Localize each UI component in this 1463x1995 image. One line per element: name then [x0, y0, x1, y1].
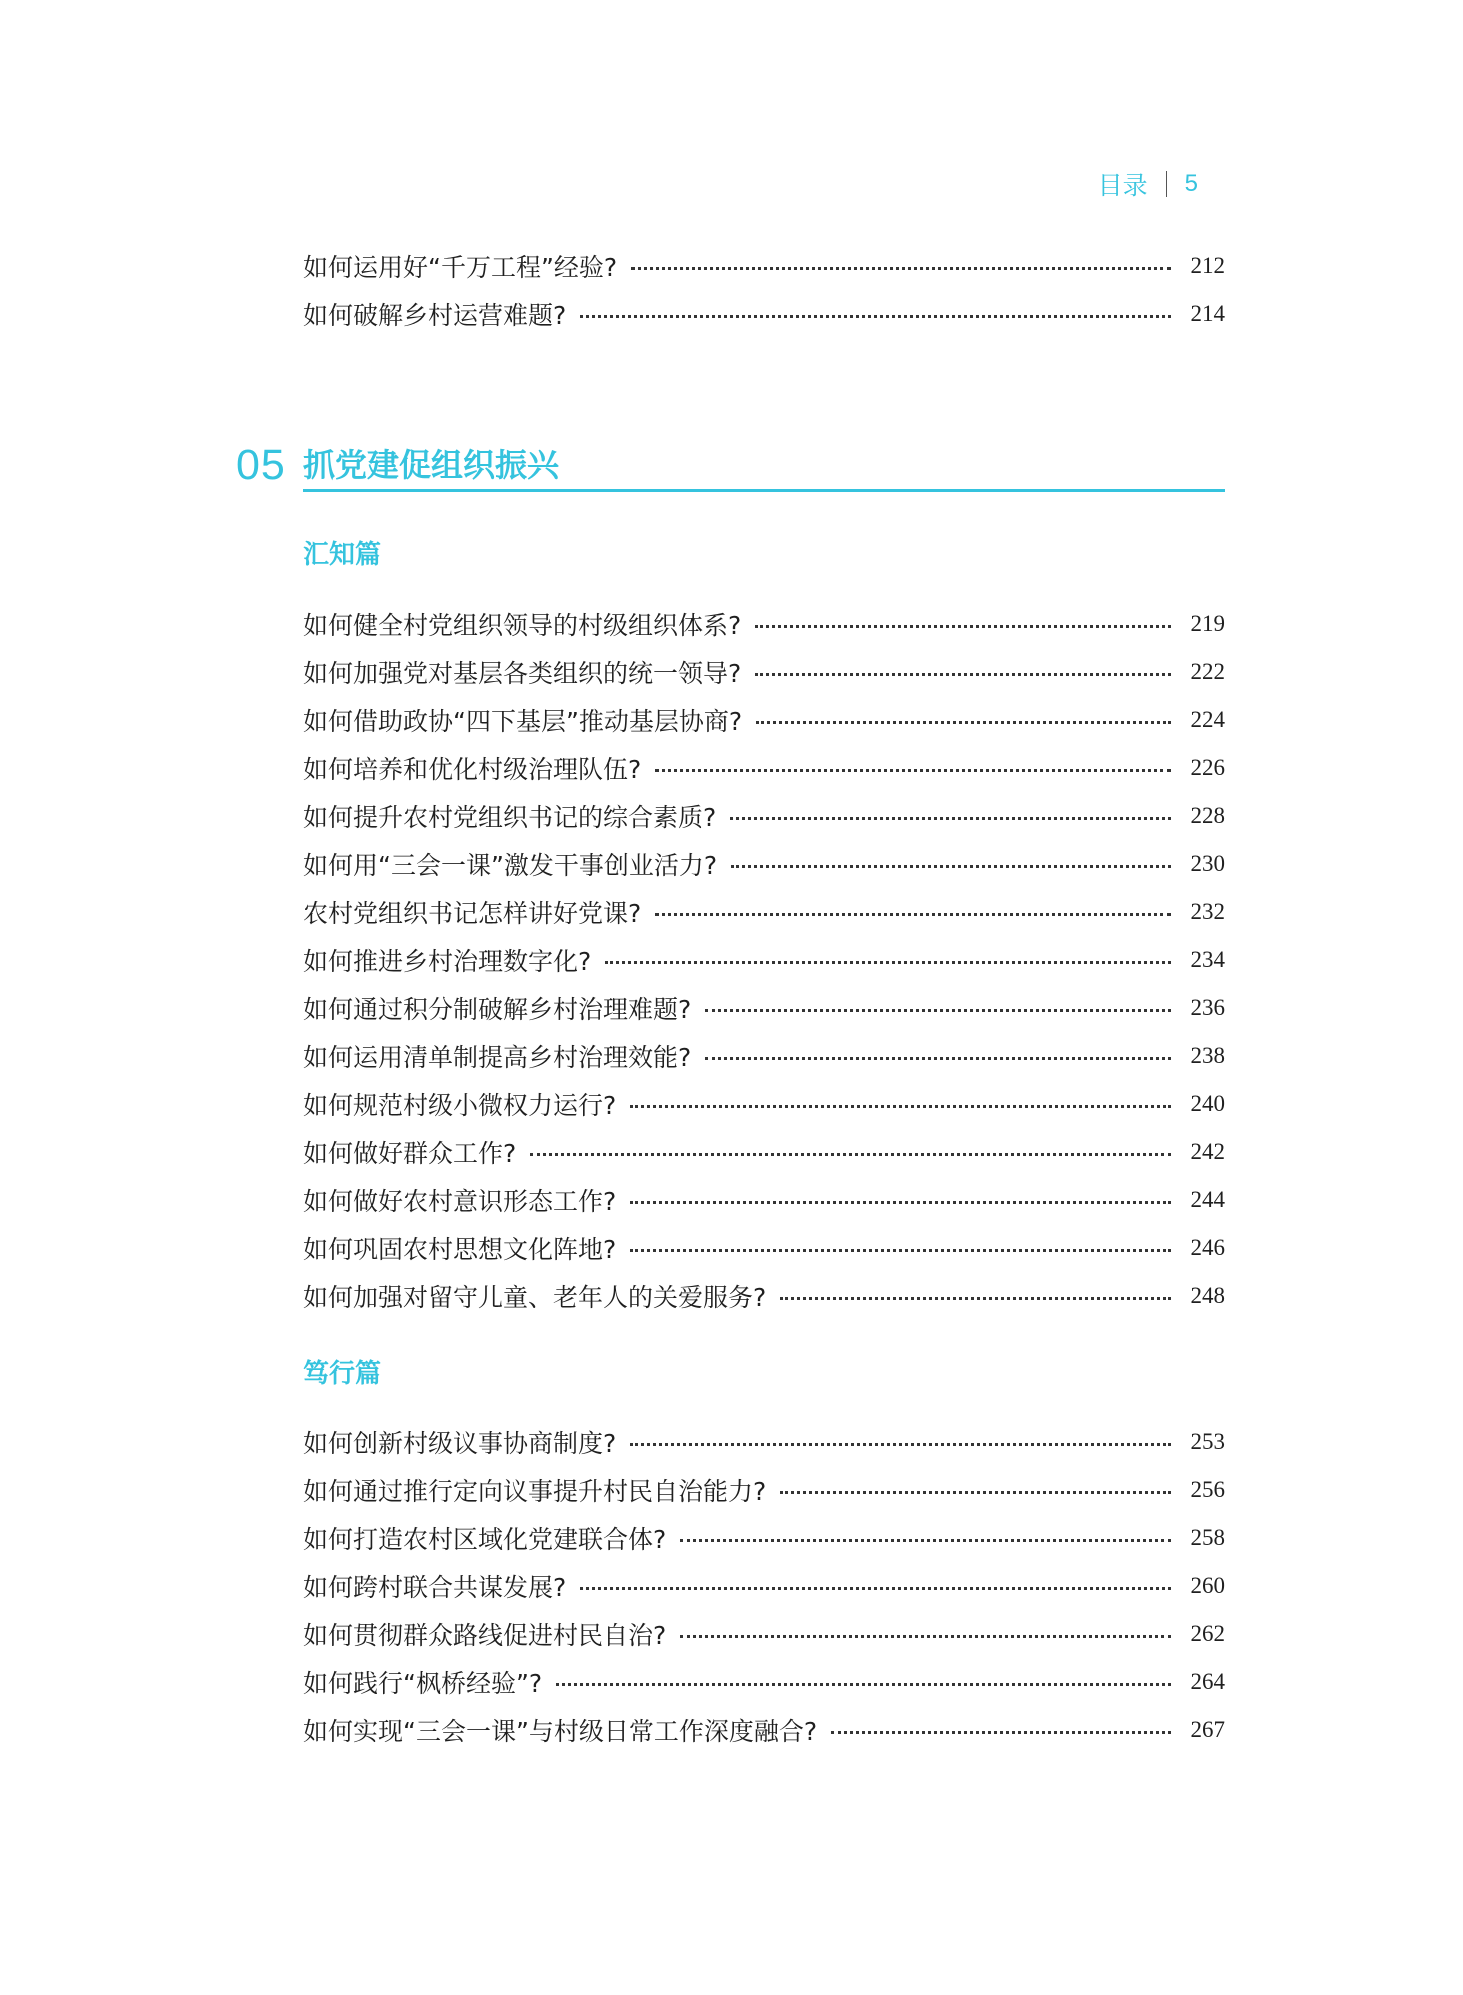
toc-entry[interactable] — [303, 1272, 1225, 1320]
toc-entry[interactable] — [303, 1706, 1225, 1754]
toc-entry-page: 236 — [1190, 995, 1225, 1020]
toc-entry-page: 260 — [1190, 1573, 1225, 1598]
toc-entry[interactable] — [303, 792, 1225, 840]
toc-entry-page: 212 — [1190, 253, 1225, 278]
toc-entry-title: 如何推进乡村治理数字化? — [303, 947, 592, 976]
dot-leader — [831, 1731, 1171, 1734]
toc-entry[interactable] — [303, 696, 1225, 744]
dot-leader — [605, 961, 1171, 964]
toc-entry[interactable] — [303, 290, 1225, 338]
toc-entry-title: 如何破解乡村运营难题? — [303, 301, 567, 330]
toc-entry[interactable] — [303, 1610, 1225, 1658]
toc-entry-title: 如何培养和优化村级治理队伍? — [303, 755, 642, 784]
toc-entry-title: 如何运用清单制提高乡村治理效能? — [303, 1043, 692, 1072]
chapter-title: 抓党建促组织振兴 — [303, 446, 560, 484]
dot-leader — [680, 1539, 1171, 1542]
dot-leader — [780, 1297, 1171, 1300]
toc-entry-page: 219 — [1190, 611, 1225, 636]
section-heading-huizhi: 汇知篇 — [303, 540, 382, 570]
dot-leader — [580, 315, 1171, 318]
dot-leader — [530, 1153, 1171, 1156]
dot-leader — [755, 673, 1171, 676]
toc-section-1-list — [303, 600, 1225, 1320]
toc-entry-title: 如何加强对留守儿童、老年人的关爱服务? — [303, 1283, 767, 1312]
header-page-number: 5 — [1184, 170, 1198, 197]
toc-entry-title: 如何加强党对基层各类组织的统一领导? — [303, 659, 742, 688]
dot-leader — [705, 1009, 1171, 1012]
chapter-number: 05 — [236, 441, 286, 489]
dot-leader — [780, 1491, 1171, 1494]
dot-leader — [630, 1105, 1171, 1108]
toc-entry-title: 如何做好农村意识形态工作? — [303, 1187, 617, 1216]
toc-entry[interactable] — [303, 1514, 1225, 1562]
dot-leader — [680, 1635, 1171, 1638]
toc-entry-page: 262 — [1190, 1621, 1225, 1646]
section-heading-duxing: 笃行篇 — [303, 1359, 382, 1389]
toc-entry-title: 如何规范村级小微权力运行? — [303, 1091, 617, 1120]
dot-leader — [631, 267, 1171, 270]
toc-entry-page: 222 — [1190, 659, 1225, 684]
toc-entry[interactable] — [303, 1128, 1225, 1176]
toc-entry[interactable] — [303, 1080, 1225, 1128]
dot-leader — [630, 1443, 1171, 1446]
toc-entry-page: 256 — [1190, 1477, 1225, 1502]
header-divider — [1166, 171, 1167, 197]
toc-entry-page: 253 — [1190, 1429, 1225, 1454]
toc-entry[interactable] — [303, 242, 1225, 290]
toc-section-2-list — [303, 1418, 1225, 1754]
toc-entry-title: 如何创新村级议事协商制度? — [303, 1429, 617, 1458]
toc-entry-title: 如何通过推行定向议事提升村民自治能力? — [303, 1477, 767, 1506]
dot-leader — [580, 1587, 1171, 1590]
toc-top-list — [303, 242, 1225, 338]
toc-entry-title: 如何用“三会一课”激发干事创业活力? — [303, 851, 718, 880]
dot-leader — [655, 769, 1171, 772]
toc-entry-page: 234 — [1190, 947, 1225, 972]
toc-entry[interactable] — [303, 648, 1225, 696]
toc-entry-page: 214 — [1190, 301, 1225, 326]
dot-leader — [730, 817, 1171, 820]
toc-entry-title: 如何提升农村党组织书记的综合素质? — [303, 803, 717, 832]
toc-entry-page: 240 — [1190, 1091, 1225, 1116]
toc-entry[interactable] — [303, 1562, 1225, 1610]
toc-entry-page: 248 — [1190, 1283, 1225, 1308]
toc-entry-title: 如何通过积分制破解乡村治理难题? — [303, 995, 692, 1024]
header-label: 目录 — [1097, 171, 1148, 200]
toc-entry[interactable] — [303, 840, 1225, 888]
dot-leader — [756, 721, 1171, 724]
toc-entry[interactable] — [303, 1418, 1225, 1466]
toc-entry-title: 如何运用好“千万工程”经验? — [303, 253, 618, 282]
toc-entry-title: 如何实现“三会一课”与村级日常工作深度融合? — [303, 1717, 818, 1746]
toc-entry-title: 农村党组织书记怎样讲好党课? — [303, 899, 642, 928]
toc-entry[interactable] — [303, 1224, 1225, 1272]
toc-entry[interactable] — [303, 1466, 1225, 1514]
chapter-heading[interactable] — [236, 440, 1225, 490]
toc-entry-title: 如何健全村党组织领导的村级组织体系? — [303, 611, 742, 640]
toc-entry-title: 如何践行“枫桥经验”? — [303, 1669, 543, 1698]
dot-leader — [655, 913, 1171, 916]
toc-entry-page: 238 — [1190, 1043, 1225, 1068]
dot-leader — [556, 1683, 1171, 1686]
toc-entry[interactable] — [303, 1032, 1225, 1080]
toc-entry-title: 如何巩固农村思想文化阵地? — [303, 1235, 617, 1264]
toc-entry-page: 242 — [1190, 1139, 1225, 1164]
toc-entry-title: 如何打造农村区域化党建联合体? — [303, 1525, 667, 1554]
dot-leader — [755, 625, 1171, 628]
toc-entry[interactable] — [303, 600, 1225, 648]
toc-entry-page: 232 — [1190, 899, 1225, 924]
toc-entry-page: 258 — [1190, 1525, 1225, 1550]
toc-entry-page: 224 — [1190, 707, 1225, 732]
toc-entry-page: 228 — [1190, 803, 1225, 828]
dot-leader — [630, 1249, 1171, 1252]
chapter-underline — [303, 489, 1225, 492]
toc-entry[interactable] — [303, 744, 1225, 792]
toc-entry[interactable] — [303, 936, 1225, 984]
toc-entry-page: 264 — [1190, 1669, 1225, 1694]
running-header — [1098, 166, 1198, 202]
toc-entry-page: 267 — [1190, 1717, 1225, 1742]
toc-entry[interactable] — [303, 888, 1225, 936]
toc-entry[interactable] — [303, 1658, 1225, 1706]
dot-leader — [705, 1057, 1171, 1060]
toc-entry-title: 如何贯彻群众路线促进村民自治? — [303, 1621, 667, 1650]
toc-entry-page: 226 — [1190, 755, 1225, 780]
toc-entry-page: 230 — [1190, 851, 1225, 876]
toc-entry[interactable] — [303, 984, 1225, 1032]
toc-entry-title: 如何跨村联合共谋发展? — [303, 1573, 567, 1602]
toc-entry-title: 如何做好群众工作? — [303, 1139, 517, 1168]
toc-entry-page: 244 — [1190, 1187, 1225, 1212]
dot-leader — [630, 1201, 1171, 1204]
dot-leader — [731, 865, 1171, 868]
toc-entry-page: 246 — [1190, 1235, 1225, 1260]
toc-entry[interactable] — [303, 1176, 1225, 1224]
toc-entry-title: 如何借助政协“四下基层”推动基层协商? — [303, 707, 743, 736]
